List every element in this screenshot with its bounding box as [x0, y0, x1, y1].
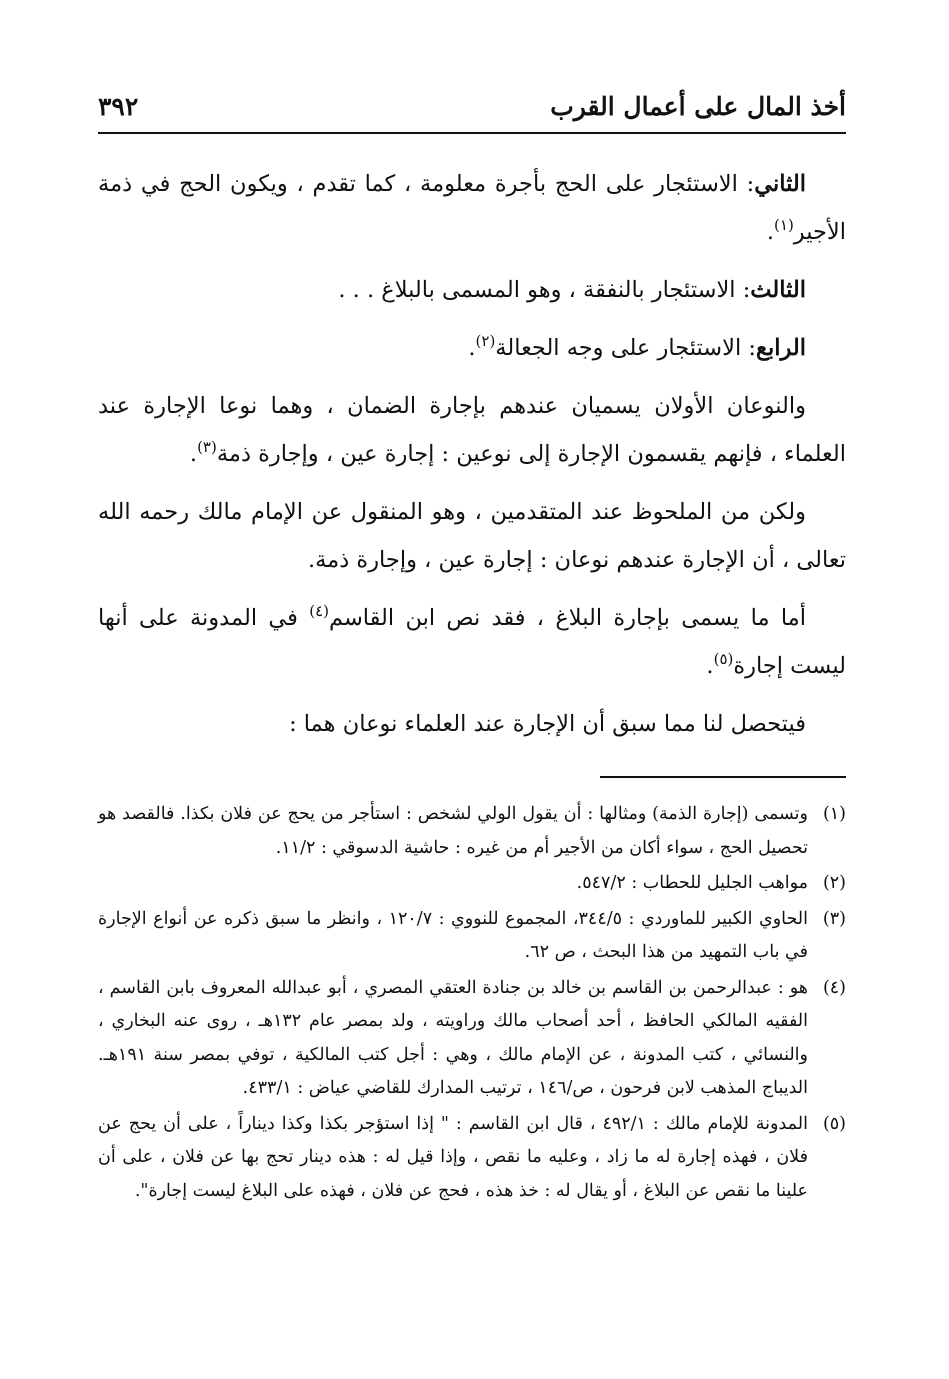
paragraph-text: فيتحصل لنا مما سبق أن الإجارة عند العلماء نوعان هما : — [289, 711, 806, 737]
footnote-ref: (٥) — [713, 650, 734, 668]
footnote-marker: (١) — [822, 804, 846, 824]
footnote-ref: (٣) — [197, 438, 217, 456]
page-number: ٣٩٢ — [98, 92, 139, 121]
paragraph-text: أما ما يسمى بإجارة البلاغ ، فقد نص ابن القاسم — [328, 605, 806, 631]
paragraph — [98, 382, 846, 478]
paragraph-text: : الاستئجار على الحج بأجرة معلومة ، كما تقدم ، ويكون الحج في ذمة الأجير — [98, 171, 846, 245]
paragraph-text: : الاستئجار على وجه الجعالة — [495, 335, 756, 361]
footnote — [98, 867, 846, 901]
paragraph-lead: الثاني — [754, 171, 806, 197]
paragraph — [98, 160, 846, 256]
footnote — [98, 903, 846, 970]
footnote-text: المدونة للإمام مالك : ٤٩٢/١ ، قال ابن القاسم : " إذا استؤجر بكذا وكذا ديناراً ، على أن يحج عن فلان ، فهذه إجارة له ما زاد ، وعليه ما نقص ، وإذا قيل له : هذه دينار تحج بها عن فلان ، على أن علينا ما نقص عن البلاغ ، أو يقال له : خذ هذه ، فحج عن فلان ، فهذه على البلاغ ليست إجارة". — [98, 1113, 808, 1201]
footnote-marker: (٣) — [822, 908, 846, 929]
paragraph — [98, 266, 846, 314]
footnote-marker: (٤) — [822, 977, 846, 998]
footnote-separator — [600, 776, 846, 778]
paragraph — [98, 324, 846, 372]
paragraph — [98, 594, 846, 690]
paragraph-end: . — [766, 219, 775, 245]
paragraph — [98, 700, 846, 748]
paragraph-text: : الاستئجار بالنفقة ، وهو المسمى بالبلاغ . . . — [338, 277, 751, 303]
paragraph-lead: الثالث — [750, 277, 806, 303]
paragraph-text: ولكن من الملحوظ عند المتقدمين ، وهو المنقول عن الإمام مالك رحمه الله تعالى ، أن الإجارة عندهم نوعان : إجارة عين ، وإجارة ذمة. — [98, 499, 846, 573]
running-title: أخذ المال على أعمال القرب — [550, 92, 846, 121]
footnote — [98, 798, 846, 865]
footnote-marker: (٥) — [822, 1113, 846, 1134]
running-header — [98, 90, 846, 134]
footnote — [98, 972, 846, 1106]
footnote-ref: (٤) — [309, 602, 329, 620]
footnotes — [98, 798, 846, 1210]
footnote-text: الحاوي الكبير للماوردي : ٣٤٤/٥، المجموع للنووي : ١٢٠/٧ ، وانظر ما سبق ذكره عن أنواع الإجارة في باب التمهيد من هذا البحث ، ص ٦٢. — [98, 908, 808, 962]
paragraph-text: والنوعان الأولان يسميان عندهم بإجارة الضمان ، وهما نوعا الإجارة عند العلماء ، فإنهم يقسمون الإجارة إلى نوعين : إجارة عين ، وإجارة ذمة — [98, 393, 846, 467]
footnote-marker: (٢) — [822, 873, 846, 893]
footnote-text: مواهب الجليل للحطاب : ٥٤٧/٢. — [576, 873, 808, 893]
body-text — [98, 160, 846, 758]
footnote-ref: (١) — [774, 216, 794, 234]
footnote-text: هو : عبدالرحمن بن القاسم بن خالد بن جنادة العتقي المصري ، أبو عبدالله المعروف بابن القاسم ، الفقيه المالكي الحافظ ، أحد أصحاب مالك وراويته ، ولد بمصر عام ١٣٢هـ ، روى عنه البخاري ، والنسائي ، كتب المدونة ، عن الإمام مالك ، وهي : أجل كتب المالكية ، توفي بمصر سنة ١٩١هـ. الديباج المذهب لابن فرحون ، ص/١٤٦ ، ترتيب المدارك للقاضي عياض : ٤٣٣/١. — [98, 977, 809, 1098]
footnote-text: وتسمى (إجارة الذمة) ومثالها : أن يقول الولي لشخص : استأجر من يحج عن فلان بكذا. فالقصد هو تحصيل الحج ، سواء أكان من الأجير أم من غيره : حاشية الدسوقي : ١١/٢. — [98, 804, 808, 858]
paragraph-end: . — [189, 441, 198, 467]
paragraph — [98, 488, 846, 584]
paragraph-text: في المدونة على أنها ليست إجارة — [98, 605, 846, 679]
paragraph-lead: الرابع — [755, 335, 806, 361]
paragraph-end: . — [468, 335, 476, 361]
footnote-ref: (٢) — [475, 332, 496, 350]
paragraph-end: . — [706, 653, 714, 679]
footnote — [98, 1108, 846, 1209]
